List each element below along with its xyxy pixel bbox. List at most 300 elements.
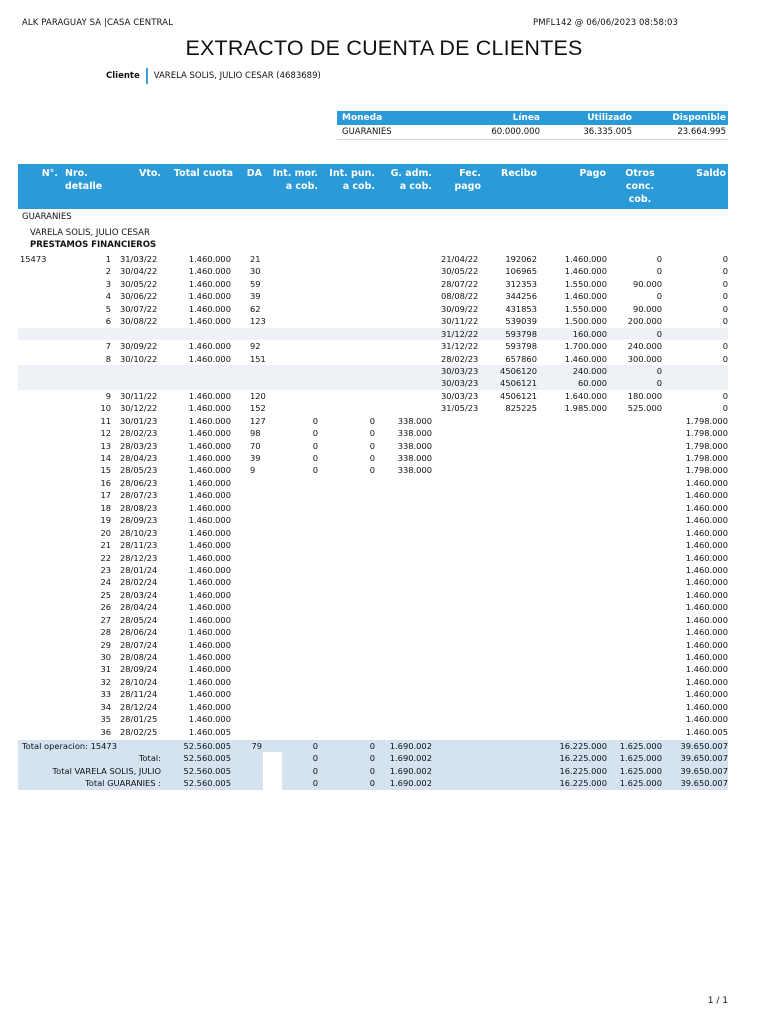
cell-installment-no: 33 bbox=[100, 689, 111, 700]
client-row bbox=[106, 68, 321, 84]
cell-installment-no: 29 bbox=[100, 639, 111, 650]
cell-installment-amount: 1.460.000 bbox=[188, 278, 231, 289]
cell-balance: 1.798.000 bbox=[685, 428, 728, 439]
total-int-pun: 0 bbox=[369, 765, 375, 776]
cell-installment-amount: 1.460.000 bbox=[188, 515, 231, 526]
cell-balance: 1.460.000 bbox=[685, 527, 728, 538]
cell-balance: 1.460.000 bbox=[685, 540, 728, 551]
cell-pay-date: 21/04/22 bbox=[441, 254, 479, 264]
table-row bbox=[18, 477, 728, 489]
cell-balance: 1.460.000 bbox=[685, 564, 728, 575]
summary-available: 23.664.995 bbox=[677, 127, 726, 137]
cell-due-date: 28/06/23 bbox=[120, 477, 158, 488]
total-other-charges: 1.625.000 bbox=[619, 753, 662, 764]
totals-gap bbox=[263, 752, 282, 764]
header-other-charges bbox=[618, 167, 662, 206]
table-row bbox=[18, 502, 728, 514]
cell-installment-no: 35 bbox=[100, 714, 111, 725]
cell-int-pun: 0 bbox=[369, 453, 375, 463]
cell-due-date: 28/04/24 bbox=[120, 602, 158, 613]
cell-balance: 1.460.000 bbox=[685, 577, 728, 588]
cell-installment-amount: 1.460.000 bbox=[188, 303, 231, 314]
cell-due-date: 28/04/23 bbox=[120, 453, 158, 463]
total-payment: 16.225.000 bbox=[559, 765, 607, 776]
cell-balance: 1.460.000 bbox=[685, 515, 728, 526]
cell-due-date: 28/10/24 bbox=[120, 676, 158, 687]
cell-receipt: 593798 bbox=[505, 341, 537, 352]
header-pay-date-line2: pago bbox=[454, 181, 481, 192]
cell-pay-date: 28/02/23 bbox=[441, 353, 479, 364]
cell-installment-no: 17 bbox=[100, 490, 111, 501]
totals-row bbox=[18, 765, 728, 777]
total-payment: 16.225.000 bbox=[559, 753, 607, 764]
total-balance: 39.650.007 bbox=[680, 741, 728, 751]
table-row bbox=[18, 726, 728, 738]
summary-header-currency: Moneda bbox=[342, 113, 383, 123]
header-balance: Saldo bbox=[696, 168, 726, 179]
client-name: VARELA SOLIS, JULIO CESAR (4683689) bbox=[153, 71, 321, 81]
cell-balance: 1.460.000 bbox=[685, 627, 728, 638]
cell-payment: 1.460.000 bbox=[564, 353, 607, 364]
cell-due-date: 28/02/23 bbox=[120, 428, 158, 439]
table-row bbox=[18, 651, 728, 663]
cell-payment: 1.985.000 bbox=[564, 403, 607, 414]
header-receipt: Recibo bbox=[501, 168, 537, 179]
header-other-charges-line3: cob. bbox=[628, 194, 652, 205]
cell-due-date: 28/07/24 bbox=[120, 639, 158, 650]
cell-receipt: 431853 bbox=[505, 303, 537, 314]
cell-installment-amount: 1.460.000 bbox=[188, 527, 231, 538]
cell-receipt: 593798 bbox=[505, 328, 537, 339]
table-row bbox=[18, 713, 728, 725]
cell-balance: 0 bbox=[722, 254, 728, 264]
total-installment-amount: 52.560.005 bbox=[183, 778, 231, 789]
cell-other-charges: 180.000 bbox=[627, 390, 662, 401]
cell-payment: 1.700.000 bbox=[564, 341, 607, 352]
cell-receipt: 192062 bbox=[505, 254, 537, 264]
cell-int-mor: 0 bbox=[312, 453, 318, 463]
cell-balance: 1.460.000 bbox=[685, 714, 728, 725]
total-payment: 16.225.000 bbox=[559, 778, 607, 789]
table-row bbox=[18, 576, 728, 588]
cell-due-date: 28/09/23 bbox=[120, 515, 158, 526]
cell-payment: 1.500.000 bbox=[564, 316, 607, 327]
totals-gap bbox=[263, 765, 282, 777]
summary-values bbox=[337, 125, 728, 140]
cell-installment-amount: 1.460.000 bbox=[188, 403, 231, 414]
cell-installment-amount: 1.460.000 bbox=[188, 502, 231, 513]
cell-due-date: 28/06/24 bbox=[120, 627, 158, 638]
cell-pay-date: 30/03/23 bbox=[441, 390, 479, 401]
table-row bbox=[18, 377, 728, 389]
table-row bbox=[18, 315, 728, 327]
cell-operation: 15473 bbox=[20, 254, 47, 264]
cell-installment-no: 8 bbox=[105, 353, 111, 364]
cell-installment-no: 11 bbox=[100, 415, 111, 426]
cell-other-charges: 0 bbox=[656, 291, 662, 302]
cell-receipt: 657860 bbox=[505, 353, 537, 364]
cell-days-late: 62 bbox=[250, 303, 261, 314]
cell-admin-fee: 338.000 bbox=[397, 428, 432, 439]
cell-balance: 1.798.000 bbox=[685, 415, 728, 426]
cell-receipt: 539039 bbox=[505, 316, 537, 327]
table-row bbox=[18, 415, 728, 427]
table-row bbox=[18, 340, 728, 352]
cell-receipt: 344256 bbox=[505, 291, 537, 302]
cell-payment: 1.550.000 bbox=[564, 303, 607, 314]
cell-balance: 1.798.000 bbox=[685, 465, 728, 476]
total-int-mor: 0 bbox=[312, 765, 318, 776]
table-row bbox=[18, 527, 728, 539]
cell-balance: 1.460.000 bbox=[685, 502, 728, 513]
company-name: ALK PARAGUAY SA |CASA CENTRAL bbox=[22, 18, 173, 28]
cell-payment: 60.000 bbox=[577, 378, 607, 389]
cell-balance: 1.798.000 bbox=[685, 440, 728, 451]
cell-pay-date: 30/11/22 bbox=[441, 316, 479, 327]
cell-installment-no: 13 bbox=[100, 440, 111, 451]
summary-header-line: Línea bbox=[512, 113, 540, 123]
table-row bbox=[18, 452, 728, 464]
cell-due-date: 30/05/22 bbox=[120, 278, 158, 289]
cell-installment-no: 3 bbox=[105, 278, 111, 289]
table-row bbox=[18, 614, 728, 626]
cell-installment-amount: 1.460.000 bbox=[188, 353, 231, 364]
cell-installment-amount: 1.460.000 bbox=[188, 254, 231, 264]
table-row bbox=[18, 564, 728, 576]
cell-receipt: 106965 bbox=[505, 266, 537, 277]
header-admin-fee-line2: a cob. bbox=[399, 181, 432, 192]
total-days-late: 79 bbox=[251, 741, 262, 751]
total-installment-amount: 52.560.005 bbox=[183, 741, 231, 751]
cell-due-date: 28/05/24 bbox=[120, 614, 158, 625]
cell-installment-no: 25 bbox=[100, 589, 111, 600]
cell-balance: 1.460.000 bbox=[685, 477, 728, 488]
totals-row bbox=[18, 752, 728, 764]
cell-installment-no: 15 bbox=[100, 465, 111, 476]
table-row bbox=[18, 688, 728, 700]
table-row bbox=[18, 278, 728, 290]
table-row bbox=[18, 303, 728, 315]
cell-receipt: 4506121 bbox=[500, 390, 537, 401]
cell-pay-date: 30/09/22 bbox=[441, 303, 479, 314]
total-int-pun: 0 bbox=[369, 741, 375, 751]
cell-due-date: 28/11/23 bbox=[120, 540, 158, 551]
cell-payment: 1.460.000 bbox=[564, 291, 607, 302]
cell-installment-no: 18 bbox=[100, 502, 111, 513]
total-admin-fee: 1.690.002 bbox=[389, 765, 432, 776]
header-int-mor-line1: Int. mor. bbox=[272, 168, 318, 179]
cell-admin-fee: 338.000 bbox=[397, 453, 432, 463]
cell-admin-fee: 338.000 bbox=[397, 440, 432, 451]
cell-other-charges: 200.000 bbox=[627, 316, 662, 327]
cell-other-charges: 90.000 bbox=[632, 278, 662, 289]
cell-installment-amount: 1.460.000 bbox=[188, 639, 231, 650]
summary-header-used: Utilizado bbox=[587, 113, 632, 123]
cell-receipt: 4506120 bbox=[500, 365, 537, 376]
header-int-mor-line2: a cob. bbox=[285, 181, 318, 192]
cell-due-date: 28/01/24 bbox=[120, 564, 158, 575]
table-row bbox=[18, 601, 728, 613]
cell-installment-no: 32 bbox=[100, 676, 111, 687]
cell-pay-date: 30/05/22 bbox=[441, 266, 479, 277]
cell-installment-no: 24 bbox=[100, 577, 111, 588]
table-row bbox=[18, 440, 728, 452]
cell-due-date: 28/03/23 bbox=[120, 440, 158, 451]
totals-label: Total VARELA SOLIS, JULIO bbox=[52, 765, 161, 776]
table-row bbox=[18, 514, 728, 526]
total-int-pun: 0 bbox=[369, 778, 375, 789]
cell-other-charges: 90.000 bbox=[632, 303, 662, 314]
report-id: PMFL142 @ 06/06/2023 08:58:03 bbox=[533, 18, 678, 28]
total-installment-amount: 52.560.005 bbox=[183, 765, 231, 776]
cell-int-pun: 0 bbox=[369, 465, 375, 476]
cell-installment-no: 26 bbox=[100, 602, 111, 613]
cell-other-charges: 0 bbox=[656, 266, 662, 277]
cell-due-date: 28/08/24 bbox=[120, 652, 158, 662]
header-int-pun-line1: Int. pun. bbox=[329, 168, 375, 179]
cell-pay-date: 31/05/23 bbox=[441, 403, 479, 414]
total-installment-amount: 52.560.005 bbox=[183, 753, 231, 764]
total-other-charges: 1.625.000 bbox=[619, 765, 662, 776]
header-payment: Pago bbox=[579, 168, 606, 179]
cell-days-late: 120 bbox=[250, 390, 266, 401]
table-row bbox=[18, 290, 728, 302]
cell-due-date: 30/01/23 bbox=[120, 415, 158, 426]
cell-int-mor: 0 bbox=[312, 415, 318, 426]
cell-installment-amount: 1.460.000 bbox=[188, 477, 231, 488]
cell-due-date: 30/09/22 bbox=[120, 341, 158, 352]
cell-due-date: 30/11/22 bbox=[120, 390, 158, 401]
page-title: EXTRACTO DE CUENTA DE CLIENTES bbox=[185, 36, 583, 60]
cell-int-mor: 0 bbox=[312, 440, 318, 451]
cell-days-late: 9 bbox=[250, 465, 256, 476]
cell-due-date: 28/01/25 bbox=[120, 714, 158, 725]
cell-payment: 1.460.000 bbox=[564, 266, 607, 277]
cell-days-late: 92 bbox=[250, 341, 261, 352]
section-client: VARELA SOLIS, JULIO CESAR bbox=[30, 228, 150, 238]
cell-days-late: 127 bbox=[250, 415, 266, 426]
totals-gap bbox=[263, 777, 282, 789]
cell-installment-amount: 1.460.000 bbox=[188, 552, 231, 563]
cell-installment-amount: 1.460.000 bbox=[188, 291, 231, 302]
header-other-charges-line1: Otros bbox=[625, 168, 655, 179]
cell-pay-date: 31/12/22 bbox=[441, 341, 479, 352]
section-product: PRESTAMOS FINANCIEROS bbox=[30, 240, 157, 250]
cell-due-date: 30/12/22 bbox=[120, 403, 158, 414]
header-detail-no bbox=[65, 167, 102, 193]
cell-admin-fee: 338.000 bbox=[397, 465, 432, 476]
table-row bbox=[18, 253, 728, 265]
cell-due-date: 28/05/23 bbox=[120, 465, 158, 476]
cell-pay-date: 31/12/22 bbox=[441, 328, 479, 339]
total-balance: 39.650.007 bbox=[680, 765, 728, 776]
summary-line: 60.000.000 bbox=[491, 127, 540, 137]
cell-int-mor: 0 bbox=[312, 465, 318, 476]
cell-installment-no: 5 bbox=[105, 303, 111, 314]
cell-installment-no: 28 bbox=[100, 627, 111, 638]
table-row bbox=[18, 353, 728, 365]
cell-days-late: 70 bbox=[250, 440, 261, 451]
installment-rows bbox=[18, 253, 728, 738]
summary-header-available: Disponible bbox=[672, 113, 726, 123]
table-row bbox=[18, 676, 728, 688]
cell-balance: 0 bbox=[722, 353, 728, 364]
cell-installment-amount: 1.460.000 bbox=[188, 266, 231, 277]
cell-installment-no: 1 bbox=[105, 254, 111, 264]
total-int-mor: 0 bbox=[312, 741, 318, 751]
client-label: Cliente bbox=[106, 71, 140, 81]
cell-balance: 1.460.000 bbox=[685, 676, 728, 687]
cell-installment-no: 14 bbox=[100, 453, 111, 463]
cell-installment-no: 2 bbox=[105, 266, 111, 277]
cell-installment-amount: 1.460.000 bbox=[188, 701, 231, 712]
cell-days-late: 98 bbox=[250, 428, 261, 439]
header-detail-no-line1: Nro. bbox=[65, 168, 88, 179]
cell-balance: 1.460.000 bbox=[685, 652, 728, 662]
cell-other-charges: 525.000 bbox=[627, 403, 662, 414]
header-no: N°. bbox=[41, 168, 58, 179]
cell-balance: 1.460.000 bbox=[685, 589, 728, 600]
cell-installment-amount: 1.460.000 bbox=[188, 676, 231, 687]
cell-due-date: 28/12/24 bbox=[120, 701, 158, 712]
cell-installment-amount: 1.460.000 bbox=[188, 652, 231, 662]
header-detail-no-line2: detalle bbox=[65, 181, 103, 192]
table-row bbox=[18, 626, 728, 638]
total-int-pun: 0 bbox=[369, 753, 375, 764]
cell-due-date: 28/10/23 bbox=[120, 527, 158, 538]
cell-installment-no: 22 bbox=[100, 552, 111, 563]
cell-installment-no: 9 bbox=[105, 390, 111, 401]
cell-int-mor: 0 bbox=[312, 428, 318, 439]
cell-balance: 0 bbox=[722, 291, 728, 302]
table-row bbox=[18, 427, 728, 439]
cell-due-date: 28/08/23 bbox=[120, 502, 158, 513]
cell-days-late: 39 bbox=[250, 291, 261, 302]
total-balance: 39.650.007 bbox=[680, 778, 728, 789]
cell-installment-amount: 1.460.000 bbox=[188, 602, 231, 613]
table-row bbox=[18, 552, 728, 564]
cell-days-late: 59 bbox=[250, 278, 261, 289]
cell-due-date: 28/02/24 bbox=[120, 577, 158, 588]
total-admin-fee: 1.690.002 bbox=[389, 753, 432, 764]
totals-label: Total: bbox=[138, 753, 161, 764]
cell-installment-amount: 1.460.000 bbox=[188, 341, 231, 352]
cell-installment-no: 31 bbox=[100, 664, 111, 675]
cell-pay-date: 30/03/23 bbox=[441, 365, 479, 376]
total-balance: 39.650.007 bbox=[680, 753, 728, 764]
cell-due-date: 28/07/23 bbox=[120, 490, 158, 501]
cell-pay-date: 28/07/22 bbox=[441, 278, 479, 289]
cell-other-charges: 0 bbox=[656, 378, 662, 389]
cell-payment: 160.000 bbox=[572, 328, 607, 339]
header-pay-date-line1: Fec. bbox=[459, 168, 481, 179]
table-row bbox=[18, 639, 728, 651]
table-row bbox=[18, 701, 728, 713]
cell-receipt: 312353 bbox=[505, 278, 537, 289]
cell-installment-amount: 1.460.000 bbox=[188, 614, 231, 625]
cell-balance: 1.798.000 bbox=[685, 453, 728, 463]
total-other-charges: 1.625.000 bbox=[619, 778, 662, 789]
cell-balance: 0 bbox=[722, 403, 728, 414]
cell-balance: 1.460.000 bbox=[685, 664, 728, 675]
header-pay-date bbox=[438, 167, 481, 193]
cell-installment-no: 30 bbox=[100, 652, 111, 662]
totals-row bbox=[18, 777, 728, 789]
cell-balance: 0 bbox=[722, 341, 728, 352]
cell-payment: 1.640.000 bbox=[564, 390, 607, 401]
cell-other-charges: 240.000 bbox=[627, 341, 662, 352]
cell-installment-no: 6 bbox=[105, 316, 111, 327]
cell-installment-amount: 1.460.000 bbox=[188, 465, 231, 476]
header-int-pun bbox=[323, 167, 375, 193]
cell-installment-no: 20 bbox=[100, 527, 111, 538]
cell-installment-amount: 1.460.000 bbox=[188, 664, 231, 675]
cell-balance: 1.460.000 bbox=[685, 701, 728, 712]
cell-int-pun: 0 bbox=[369, 428, 375, 439]
header-int-mor bbox=[268, 167, 318, 193]
cell-balance: 1.460.000 bbox=[685, 602, 728, 613]
cell-days-late: 151 bbox=[250, 353, 266, 364]
cell-installment-amount: 1.460.000 bbox=[188, 564, 231, 575]
total-admin-fee: 1.690.002 bbox=[389, 741, 432, 751]
total-other-charges: 1.625.000 bbox=[619, 741, 662, 751]
cell-balance: 1.460.005 bbox=[685, 726, 728, 737]
cell-payment: 240.000 bbox=[572, 365, 607, 376]
section-currency: GUARANIES bbox=[22, 212, 72, 222]
cell-due-date: 28/11/24 bbox=[120, 689, 158, 700]
cell-installment-amount: 1.460.000 bbox=[188, 589, 231, 600]
header-admin-fee bbox=[380, 167, 432, 193]
header-other-charges-line2: conc. bbox=[625, 181, 655, 192]
cell-due-date: 30/08/22 bbox=[120, 316, 158, 327]
cell-installment-amount: 1.460.000 bbox=[188, 316, 231, 327]
cell-installment-amount: 1.460.000 bbox=[188, 689, 231, 700]
cell-installment-no: 36 bbox=[100, 726, 111, 737]
cell-balance: 0 bbox=[722, 303, 728, 314]
total-payment: 16.225.000 bbox=[559, 741, 607, 751]
cell-installment-no: 19 bbox=[100, 515, 111, 526]
table-row bbox=[18, 589, 728, 601]
summary-used: 36.335.005 bbox=[583, 127, 632, 137]
table-row bbox=[18, 328, 728, 340]
cell-days-late: 30 bbox=[250, 266, 261, 277]
total-admin-fee: 1.690.002 bbox=[389, 778, 432, 789]
cell-balance: 0 bbox=[722, 278, 728, 289]
totals-label: Total operacion: 15473 bbox=[22, 741, 117, 751]
cell-due-date: 28/02/25 bbox=[120, 726, 158, 737]
cell-pay-date: 08/08/22 bbox=[441, 291, 479, 302]
cell-installment-no: 16 bbox=[100, 477, 111, 488]
table-row bbox=[18, 539, 728, 551]
cell-balance: 1.460.000 bbox=[685, 490, 728, 501]
totals-row bbox=[18, 740, 728, 752]
table-row bbox=[18, 265, 728, 277]
page-number: 1 / 1 bbox=[707, 996, 728, 1006]
cell-installment-no: 27 bbox=[100, 614, 111, 625]
cell-installment-no: 12 bbox=[100, 428, 111, 439]
cell-other-charges: 300.000 bbox=[627, 353, 662, 364]
header-installment: Total cuota bbox=[173, 168, 233, 179]
cell-other-charges: 0 bbox=[656, 254, 662, 264]
cell-receipt: 825225 bbox=[505, 403, 537, 414]
cell-other-charges: 0 bbox=[656, 328, 662, 339]
cell-installment-no: 34 bbox=[100, 701, 111, 712]
cell-balance: 0 bbox=[722, 390, 728, 401]
table-row bbox=[18, 663, 728, 675]
cell-due-date: 30/10/22 bbox=[120, 353, 158, 364]
total-int-mor: 0 bbox=[312, 753, 318, 764]
cell-installment-amount: 1.460.005 bbox=[188, 726, 231, 737]
